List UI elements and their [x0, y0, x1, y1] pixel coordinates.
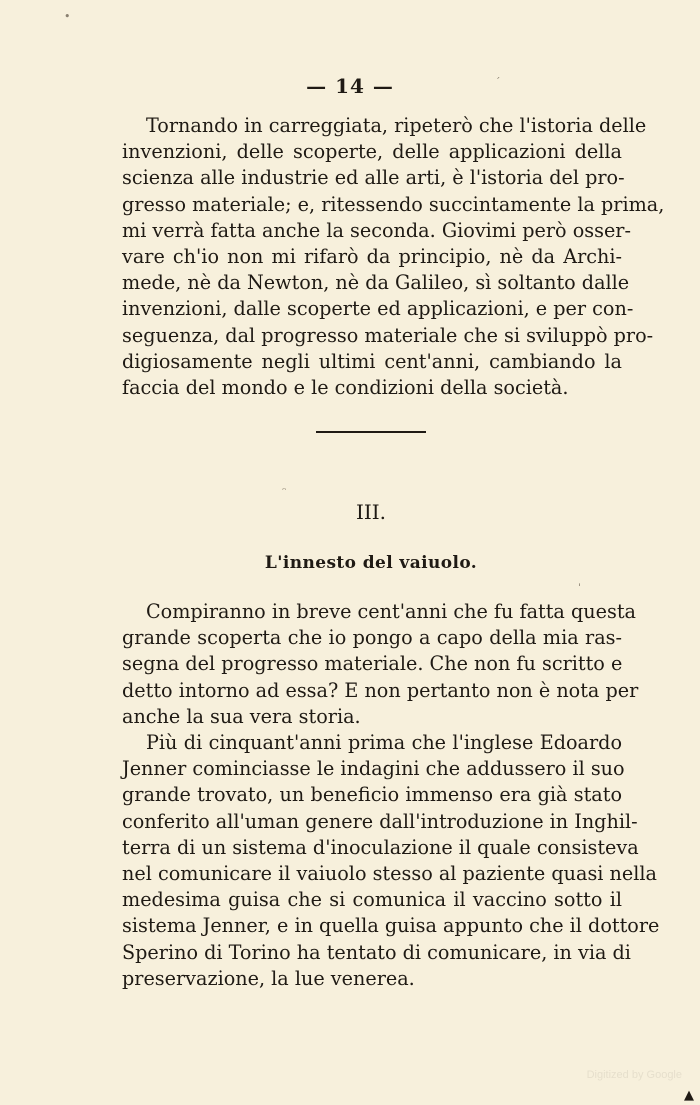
text-line: grande scoperta che io pongo a capo della mia ras- [122, 626, 622, 650]
text-line: terra di un sistema d'inoculazione il quale consisteva [122, 835, 639, 859]
page-number: — 14 — [306, 74, 394, 98]
text-line: mede, nè da Newton, nè da Galileo, sì soltanto dalle [122, 271, 630, 295]
section-number: III. [355, 500, 387, 524]
text-line: invenzioni, delle scoperte, delle applicazioni della [122, 140, 622, 164]
text-line: detto intorno ad essa? E non pertanto non è nota per [122, 678, 639, 702]
text-line: segna del progresso materiale. Che non fu scritto e [122, 652, 623, 676]
paper-speck: ᵔ [282, 485, 287, 498]
text-line: sistema Jenner, e in quella guisa appunto che il dottore [122, 914, 660, 938]
text-line: medesima guisa che si comunica il vaccino sotto il [122, 888, 622, 912]
text-line: Jenner cominciasse le indagini che addussero il suo [122, 757, 625, 781]
digitization-watermark: Digitized by Google [586, 1069, 682, 1081]
text-line: invenzioni, dalle scoperte ed applicazioni, e per con- [122, 297, 634, 321]
text-line: Sperino di Torino ha tentato di comunicare, in via di [122, 940, 631, 964]
text-line: preservazione, la lue venerea. [122, 966, 415, 990]
paper-speck: ▲ [684, 1088, 694, 1103]
section-divider [316, 431, 426, 433]
text-line: seguenza, dal progresso materiale che si sviluppò pro- [122, 323, 654, 347]
text-line: Compiranno in breve cent'anni che fu fatta questa [146, 600, 636, 623]
text-line: gresso materiale; e, ritessendo succintamente la prima, [122, 192, 665, 216]
paper-speck: ˈ [578, 582, 582, 595]
text-line: grande trovato, un beneficio immenso era già stato [122, 783, 622, 807]
section-body [122, 599, 660, 992]
text-line: Più di cinquant'anni prima che l'inglese Edoardo [146, 731, 622, 755]
text-line: digiosamente negli ultimi cent'anni, cambiando la [122, 349, 622, 373]
paper-speck: ˊ [495, 76, 501, 89]
text-line: faccia del mondo e le condizioni della società. [122, 376, 569, 400]
text-line: vare ch'io non mi rifarò da principio, nè da Archi- [122, 245, 622, 269]
section-title: L'innesto del vaiuolo. [264, 553, 478, 573]
text-line: conferito all'uman genere dall'introduzione in Inghil- [122, 809, 638, 833]
paper-speck: • [64, 10, 71, 23]
text-line: mi verrà fatta anche la seconda. Giovimi però osser- [122, 218, 631, 242]
text-line: anche la sua vera storia. [122, 704, 361, 728]
text-line: nel comunicare il vaiuolo stesso al paziente quasi nella [122, 862, 657, 886]
text-line: scienza alle industrie ed alle arti, è l'istoria del pro- [122, 166, 625, 190]
text-line: Tornando in carreggiata, ripeterò che l'istoria delle [146, 114, 647, 137]
intro-paragraph [122, 113, 665, 401]
